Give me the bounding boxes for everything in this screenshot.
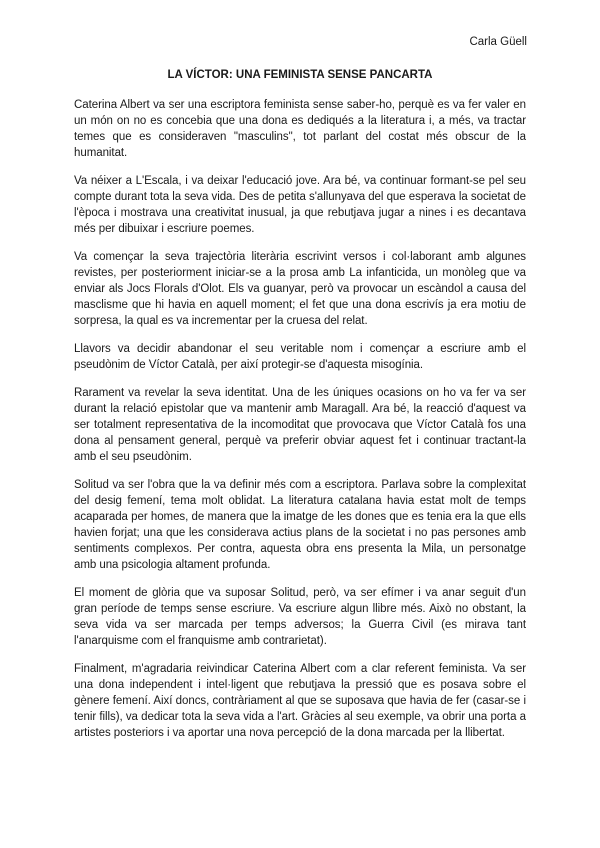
paragraph: Finalment, m'agradaria reivindicar Caterina Albert com a clar referent feminista. Va ser una dona independent i intel·ligent que rebutjava la pressió que es posava sobre el gènere femení. Així doncs, contràriament al que se suposava que havia de fer (casar-se i tenir fills), va dedicar tota la seva vida a l'art. Gràcies al seu exemple, va obrir una porta a artistes posteriors i va aportar una nova percepció de la dona marcada per la llibertat.: [74, 663, 526, 739]
document-body: [74, 97, 526, 753]
paragraph: Rarament va revelar la seva identitat. Una de les úniques ocasions on ho va fer va ser durant la relació epistolar que va mantenir amb Maragall. Ara bé, la reacció d'aquest va ser totalment representativa de la incomoditat que provocava que Víctor Català fos una dona al pensament general, perquè va preferir obviar aquest fet i continuar tractant-la amb el seu pseudònim.: [74, 387, 526, 463]
document-title: LA VÍCTOR: UNA FEMINISTA SENSE PANCARTA: [167, 69, 433, 81]
paragraph: Solitud va ser l'obra que la va definir més com a escriptora. Parlava sobre la complexitat del desig femení, tema molt oblidat. La literatura catalana havia estat molt de temps acaparada per homes, de manera que la imatge de les dones que es tenia era la que ells havien forjat; una que les considerava actius plans de la societat i no pas persones amb sentiments complexos. Per contra, aquesta obra ens presenta la Mila, un personatge amb una psicologia altament profunda.: [74, 479, 526, 571]
paragraph: Caterina Albert va ser una escriptora feminista sense saber-ho, perquè es va fer valer en un món on no es concebia que una dona es dediqués a la literatura i, a més, va tractar temes que es consideraven "masculins", tot parlant del costat més obscur de la humanitat.: [74, 99, 526, 159]
author-name: Carla Güell: [469, 36, 527, 48]
paragraph: Llavors va decidir abandonar el seu veritable nom i començar a escriure amb el pseudònim de Víctor Català, per així protegir-se d'aquesta misogínia.: [74, 343, 526, 371]
paragraph: Va néixer a L'Escala, i va deixar l'educació jove. Ara bé, va continuar formant-se pel seu compte durant tota la seva vida. Des de petita s'allunyava del que esperava la societat de l'època i mostrava una creativitat inusual, ja que rebutjava jugar a nines i es decantava més per dibuixar i escriure poemes.: [74, 175, 526, 235]
paragraph: El moment de glòria que va suposar Solitud, però, va ser efímer i va anar seguit d'un gran període de temps sense escriure. Va escriure algun llibre més. Això no obstant, la seva vida va ser marcada per temps adversos; la Guerra Civil (es mirava tant l'anarquisme com el franquisme amb contrarietat).: [74, 587, 526, 647]
paragraph: Va començar la seva trajectòria literària escrivint versos i col·laborant amb algunes revistes, per posteriorment iniciar-se a la prosa amb La infanticida, un monòleg que va enviar als Jocs Florals d'Olot. Els va guanyar, però va provocar un escàndol a causa del masclisme que hi havia en aquell moment; el fet que una dona escrivís ja era motiu de sorpresa, la qual es va incrementar per la cruesa del relat.: [74, 251, 526, 327]
